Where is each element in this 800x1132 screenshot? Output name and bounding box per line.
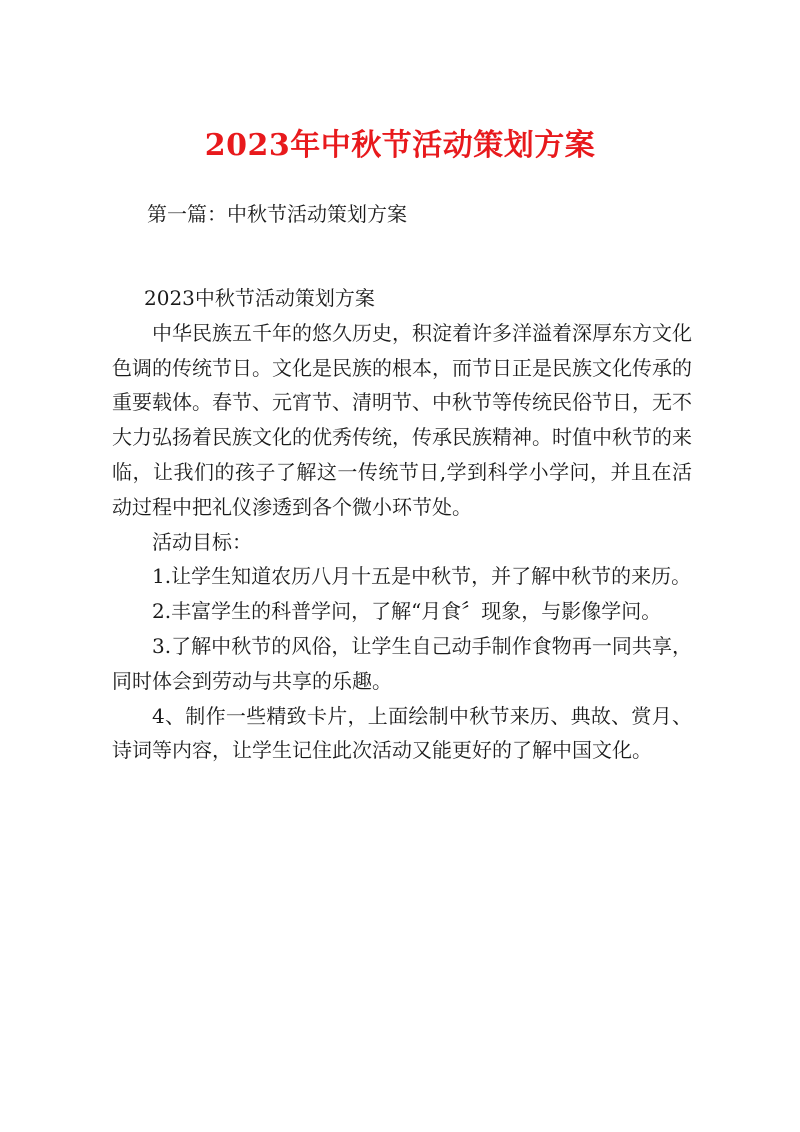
paragraph-goal-4: 4、制作一些精致卡片，上面绘制中秋节来历、典故、赏月、诗词等内容，让学生记住此次活动又能更好的了解中国文化。: [112, 703, 692, 763]
document-body: [112, 281, 692, 768]
paragraph-goal-3: 3.了解中秋节的风俗，让学生自己动手制作食物再一同共享，同时体会到劳动与共享的乐趣。: [112, 633, 692, 693]
document-title: 2023年中秋节活动策划方案: [204, 128, 596, 163]
section-heading: 第一篇：中秋节活动策划方案: [147, 202, 407, 226]
paragraph-intro: 中华民族五千年的悠久历史，积淀着许多洋溢着深厚东方文化色调的传统节日。文化是民族的根本，而节日正是民族文化传承的重要载体。春节、元宵节、清明节、中秋节等传统民俗节日，无不大力弘扬着民族文化的优秀传统，传承民族精神。时值中秋节的来临，让我们的孩子了解这一传统节日,学到科学小学问，并且在活动过程中把礼仪渗透到各个微小环节处。: [112, 320, 692, 519]
paragraph-goal-1: 1.让学生知道农历八月十五是中秋节，并了解中秋节的来历。: [152, 564, 692, 589]
paragraph-goals-heading: 活动目标：: [152, 529, 252, 554]
paragraph-plan-title: 2023中秋节活动策划方案: [144, 286, 375, 310]
paragraph-goal-2: 2.丰富学生的科普学问，了解“月食〞现象，与影像学问。: [152, 599, 662, 624]
